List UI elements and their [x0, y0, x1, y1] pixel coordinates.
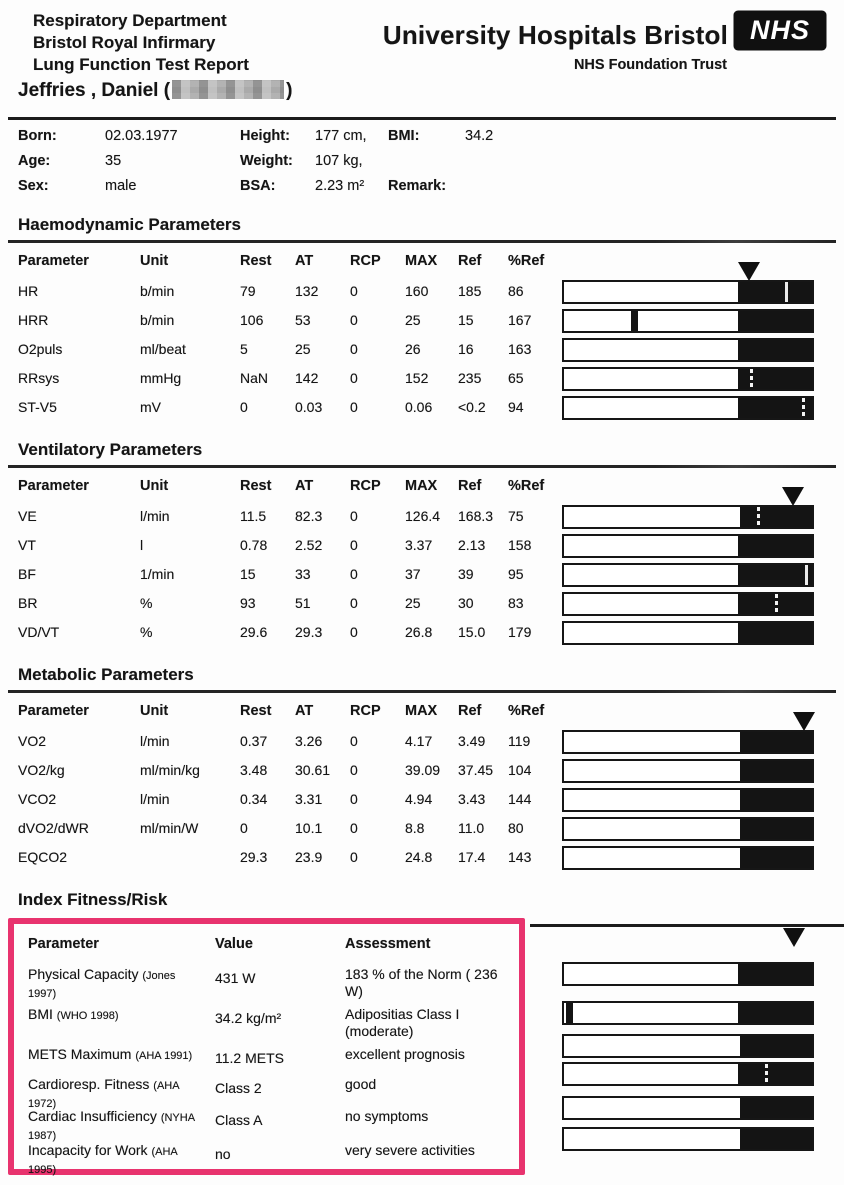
param-cell: 0 — [350, 508, 358, 524]
param-cell: 17.4 — [458, 849, 486, 865]
param-cell: 29.3 — [240, 849, 268, 865]
section-title: Index Fitness/Risk — [18, 890, 168, 909]
report-title: Lung Function Test Report — [33, 55, 249, 74]
column-header: %Ref — [508, 703, 545, 719]
index-parameter-cell — [28, 1006, 215, 1046]
bar-header-cell — [554, 693, 814, 729]
nhs-logo: NHS — [735, 12, 825, 49]
param-cell: 0 — [350, 537, 358, 553]
param-cell: 29.6 — [240, 624, 268, 640]
info-label: BSA: — [240, 178, 276, 194]
param-cell: 23.9 — [295, 849, 323, 865]
param-cell: 168.3 — [458, 508, 494, 524]
bar-fill — [740, 1129, 812, 1149]
section-title: Metabolic Parameters — [18, 665, 194, 684]
patient-info-grid — [18, 128, 665, 203]
param-cell: 0 — [350, 399, 358, 415]
range-bar — [562, 846, 814, 870]
bar-fill — [738, 282, 812, 302]
param-cell: 95 — [508, 566, 524, 582]
index-parameter-name: Incapacity for Work — [28, 1142, 152, 1158]
index-parameter-name: Cardioresp. Fitness — [28, 1076, 154, 1092]
range-bar — [562, 1062, 814, 1086]
index-value-cell: Class 2 — [215, 1080, 262, 1096]
param-cell: ST-V5 — [18, 399, 57, 415]
param-cell: l/min — [140, 508, 170, 524]
param-cell: 160 — [405, 283, 429, 299]
ref-citation: (AHA 1972) — [28, 1080, 179, 1110]
column-header: Assessment — [345, 936, 431, 952]
hospital-name-line: Bristol Royal Infirmary — [33, 33, 216, 52]
param-cell: 132 — [295, 283, 319, 299]
bar-cell — [554, 504, 814, 533]
parameter-table — [8, 468, 836, 649]
info-label: Height: — [240, 128, 290, 144]
param-cell: 25 — [405, 595, 421, 611]
ref-citation: (Jones 1997) — [28, 970, 176, 1000]
range-bar — [562, 1034, 814, 1058]
param-cell: 26 — [405, 341, 421, 357]
column-header: AT — [295, 253, 314, 269]
param-cell: VD/VT — [18, 624, 60, 640]
bar-cell — [554, 816, 814, 845]
bar-cell — [554, 845, 814, 874]
param-cell: b/min — [140, 312, 175, 328]
range-bar — [562, 788, 814, 812]
column-header: Parameter — [18, 703, 89, 719]
bar-cell — [562, 1061, 814, 1086]
index-value-cell: 431 W — [215, 970, 256, 986]
param-cell: NaN — [240, 370, 269, 386]
param-cell: 79 — [240, 283, 256, 299]
param-cell: 0 — [350, 733, 358, 749]
param-cell: 0 — [350, 595, 358, 611]
param-cell: 0 — [350, 283, 358, 299]
param-cell: 15 — [458, 312, 474, 328]
param-cell: 158 — [508, 537, 532, 553]
bar-fill — [738, 964, 812, 984]
column-header: Ref — [458, 478, 482, 494]
column-header: %Ref — [508, 478, 545, 494]
info-value: 2.23 m² — [315, 178, 365, 194]
param-cell: RRsys — [18, 370, 60, 386]
param-cell: 3.26 — [295, 733, 323, 749]
bar-fill — [740, 790, 812, 810]
column-header: %Ref — [508, 253, 545, 269]
param-cell: 3.37 — [405, 537, 433, 553]
triangle-marker-icon — [783, 928, 805, 947]
column-header: Rest — [240, 703, 272, 719]
bar-fill — [740, 1098, 812, 1118]
param-cell: l/min — [140, 791, 170, 807]
ref-citation: (AHA 1991) — [135, 1050, 193, 1062]
param-cell: 0 — [350, 849, 358, 865]
range-bar — [562, 505, 814, 529]
ref-citation: (AHA 1995) — [28, 1146, 178, 1176]
bar-fill — [740, 761, 812, 781]
param-cell — [140, 845, 240, 874]
index-parameter-name: BMI — [28, 1006, 57, 1022]
param-cell: 83 — [508, 595, 524, 611]
bar-fill — [738, 340, 812, 360]
info-label: Sex: — [18, 178, 49, 194]
param-cell: VO2/kg — [18, 762, 65, 778]
index-value-cell: Class A — [215, 1112, 263, 1128]
param-cell: 0.34 — [240, 791, 268, 807]
bar-fill — [738, 311, 812, 331]
info-label: Weight: — [240, 153, 293, 169]
param-cell: 0 — [350, 312, 358, 328]
info-label — [388, 153, 465, 178]
param-cell: 80 — [508, 820, 524, 836]
param-cell: 167 — [508, 312, 532, 328]
param-cell: b/min — [140, 283, 175, 299]
bar-cell — [554, 758, 814, 787]
column-header: Rest — [240, 253, 272, 269]
index-assessment-cell: excellent prognosis — [345, 1046, 465, 1062]
index-assessment-cell: very severe activities — [345, 1142, 475, 1158]
bar-cell — [554, 337, 814, 366]
department-title: Respiratory Department — [33, 11, 227, 30]
index-value-cell: 34.2 kg/m² — [215, 1010, 282, 1026]
department-block — [33, 10, 249, 76]
nhs-foundation-trust-label: NHS Foundation Trust — [573, 57, 727, 73]
bar-cell — [554, 308, 814, 337]
range-bar — [562, 1096, 814, 1120]
section-title: Haemodynamic Parameters — [18, 215, 242, 234]
param-cell: 0 — [350, 791, 358, 807]
column-header: Parameter — [28, 936, 99, 952]
param-cell: 2.52 — [295, 537, 323, 553]
param-cell: ml/beat — [140, 341, 186, 357]
bar-tick — [765, 1064, 768, 1084]
param-cell: 126.4 — [405, 508, 441, 524]
org-name: University Hospitals Bristol — [382, 20, 728, 50]
param-cell: % — [140, 624, 153, 640]
info-value — [465, 178, 665, 203]
info-value: 107 kg, — [315, 153, 363, 169]
info-value: 35 — [105, 153, 122, 169]
bar-tick — [775, 594, 778, 614]
param-cell: 104 — [508, 762, 532, 778]
highlight-box — [8, 918, 525, 1175]
param-cell: 11.5 — [240, 508, 267, 524]
bar-cell — [554, 787, 814, 816]
bar-cell — [554, 533, 814, 562]
info-value: 177 cm, — [315, 128, 367, 144]
bar-fill — [738, 623, 812, 643]
param-cell: 10.1 — [295, 820, 323, 836]
bar-tick — [566, 1003, 573, 1023]
patient-name-text: Jeffries , Daniel ( — [18, 80, 171, 101]
bar-cell — [562, 961, 814, 986]
column-header: Parameter — [18, 253, 89, 269]
ref-citation: (NYHA 1987) — [28, 1112, 195, 1142]
index-assessment-cell: no symptoms — [345, 1108, 429, 1124]
param-cell: 53 — [295, 312, 311, 328]
range-bar — [562, 563, 814, 587]
bar-fill — [740, 1036, 812, 1056]
column-header: Ref — [458, 703, 482, 719]
bar-fill — [738, 369, 812, 389]
bar-fill — [740, 819, 812, 839]
index-parameter-cell — [28, 1076, 215, 1108]
index-parameter-cell — [28, 966, 215, 1006]
bar-tick — [785, 282, 788, 302]
param-cell: 0 — [350, 370, 358, 386]
bar-fill — [738, 565, 812, 585]
index-parameter-name: Cardiac Insufficiency — [28, 1108, 161, 1124]
bar-tick — [805, 565, 808, 585]
param-cell: 0 — [350, 624, 358, 640]
redacted-patient-id — [172, 80, 284, 99]
column-header: MAX — [405, 478, 438, 494]
section-metabolic — [8, 655, 836, 874]
param-cell: 3.43 — [458, 791, 486, 807]
bar-fill — [738, 1064, 812, 1084]
range-bar — [562, 280, 814, 304]
parameter-table — [8, 243, 836, 424]
param-cell: 3.31 — [295, 791, 323, 807]
param-cell: 1/min — [140, 566, 175, 582]
param-cell: 0 — [240, 399, 248, 415]
param-cell: 163 — [508, 341, 532, 357]
bar-fill — [738, 1003, 812, 1023]
param-cell: 39.09 — [405, 762, 441, 778]
param-cell: 8.8 — [405, 820, 425, 836]
column-header: AT — [295, 478, 314, 494]
ref-citation: (WHO 1998) — [56, 1010, 119, 1022]
param-cell: VO2 — [18, 733, 47, 749]
param-cell: 143 — [508, 849, 532, 865]
column-header: Parameter — [18, 478, 89, 494]
param-cell: dVO2/dWR — [18, 820, 89, 836]
param-cell: 39 — [458, 566, 474, 582]
param-cell: 0.78 — [240, 537, 268, 553]
column-header: Value — [215, 936, 253, 952]
bar-cell — [562, 1000, 814, 1025]
param-cell: 24.8 — [405, 849, 433, 865]
param-cell: 30.61 — [295, 762, 331, 778]
bar-fill — [740, 732, 812, 752]
param-cell: 106 — [240, 312, 264, 328]
param-cell: BR — [18, 595, 38, 611]
param-cell: 4.17 — [405, 733, 433, 749]
range-bar — [562, 817, 814, 841]
patient-name-close: ) — [286, 80, 293, 101]
index-parameter-name: Physical Capacity — [28, 966, 143, 982]
bar-tick — [631, 311, 638, 331]
param-cell: EQCO2 — [18, 849, 68, 865]
range-bar — [562, 338, 814, 362]
bar-cell — [554, 729, 814, 758]
index-assessment-cell: good — [345, 1076, 377, 1092]
bar-tick — [802, 398, 805, 418]
index-value-cell: no — [215, 1146, 231, 1162]
param-cell: BF — [18, 566, 36, 582]
column-header: Rest — [240, 478, 272, 494]
param-cell: 142 — [295, 370, 319, 386]
param-cell: 3.48 — [240, 762, 268, 778]
section-haemodynamic — [8, 205, 836, 424]
param-cell: VCO2 — [18, 791, 57, 807]
column-header: Unit — [140, 703, 169, 719]
param-cell: 0.37 — [240, 733, 268, 749]
param-cell: 37 — [405, 566, 421, 582]
index-value-cell: 11.2 METS — [215, 1050, 284, 1066]
param-cell: O2puls — [18, 341, 63, 357]
param-cell: 82.3 — [295, 508, 323, 524]
param-cell: 0 — [350, 566, 358, 582]
column-header: RCP — [350, 478, 381, 494]
param-cell: HRR — [18, 312, 49, 328]
param-cell: 5 — [240, 341, 248, 357]
parameter-table — [8, 693, 836, 874]
param-cell: 86 — [508, 283, 524, 299]
param-cell: 25 — [295, 341, 311, 357]
index-assessment-cell: Adipositias Class I (moderate) — [345, 1006, 460, 1039]
column-header: Unit — [140, 253, 169, 269]
range-bar — [562, 534, 814, 558]
bar-cell — [554, 562, 814, 591]
column-header: RCP — [350, 253, 381, 269]
bar-cell — [554, 395, 814, 424]
param-cell: 30 — [458, 595, 474, 611]
param-cell: 16 — [458, 341, 474, 357]
param-cell: 185 — [458, 283, 482, 299]
column-header: Unit — [140, 478, 169, 494]
param-cell: 51 — [295, 595, 311, 611]
range-bar — [562, 759, 814, 783]
info-label: Age: — [18, 153, 51, 169]
column-header: Ref — [458, 253, 482, 269]
index-assessment-cell: 183 % of the Norm ( 236 W) — [345, 966, 498, 999]
param-cell: 119 — [508, 733, 531, 749]
param-cell: 93 — [240, 595, 256, 611]
index-parameter-cell — [28, 1108, 215, 1142]
section-index-fitness — [8, 888, 836, 1185]
bar-cell — [562, 1126, 814, 1151]
param-cell: 94 — [508, 399, 524, 415]
divider — [8, 117, 836, 120]
param-cell: 3.49 — [458, 733, 486, 749]
param-cell: 65 — [508, 370, 524, 386]
param-cell: 26.8 — [405, 624, 433, 640]
info-label: BMI: — [388, 128, 420, 144]
info-label: Born: — [18, 128, 57, 144]
bar-fill — [740, 848, 812, 868]
column-header: RCP — [350, 703, 381, 719]
range-bar — [562, 396, 814, 420]
param-cell: 144 — [508, 791, 532, 807]
param-cell: 25 — [405, 312, 421, 328]
info-value: 34.2 — [465, 128, 494, 144]
info-label: Remark: — [388, 178, 447, 194]
param-cell: ml/min/W — [140, 820, 199, 836]
param-cell: 33 — [295, 566, 311, 582]
column-header: AT — [295, 703, 314, 719]
info-value — [465, 153, 665, 178]
index-parameter-cell — [28, 1142, 215, 1178]
index-parameter-cell — [28, 1046, 215, 1076]
range-bar — [562, 367, 814, 391]
param-cell: 75 — [508, 508, 524, 524]
param-cell: 2.13 — [458, 537, 486, 553]
range-bar — [562, 1127, 814, 1151]
param-cell: 11.0 — [458, 820, 485, 836]
index-table — [14, 924, 519, 1178]
param-cell: mmHg — [140, 370, 182, 386]
bar-cell — [554, 366, 814, 395]
divider — [530, 924, 844, 927]
param-cell: l — [140, 537, 144, 553]
range-bar — [562, 309, 814, 333]
range-bar — [562, 621, 814, 645]
bar-header-cell — [554, 468, 814, 504]
param-cell: VE — [18, 508, 37, 524]
param-cell: 0 — [350, 820, 358, 836]
param-cell: mV — [140, 399, 161, 415]
param-cell: 0 — [240, 820, 248, 836]
column-header: MAX — [405, 253, 438, 269]
param-cell: 15 — [240, 566, 256, 582]
param-cell: <0.2 — [458, 399, 486, 415]
param-cell: l/min — [140, 733, 170, 749]
bar-header-cell — [554, 243, 814, 279]
range-bar — [562, 592, 814, 616]
param-cell: 152 — [405, 370, 429, 386]
bar-cell — [562, 1033, 814, 1058]
param-cell: % — [140, 595, 153, 611]
param-cell: 0.03 — [295, 399, 323, 415]
param-cell: VT — [18, 537, 36, 553]
bar-tick — [750, 369, 753, 389]
bar-fill — [738, 398, 812, 418]
bar-cell — [562, 1095, 814, 1120]
range-bar — [562, 962, 814, 986]
section-ventilatory — [8, 430, 836, 649]
param-cell: 0 — [350, 762, 358, 778]
bar-fill — [740, 507, 812, 527]
param-cell: 15.0 — [458, 624, 486, 640]
bar-tick — [757, 507, 760, 527]
bar-cell — [554, 279, 814, 308]
param-cell: 179 — [508, 624, 532, 640]
bar-cell — [554, 591, 814, 620]
param-cell: 29.3 — [295, 624, 323, 640]
param-cell: HR — [18, 283, 39, 299]
param-cell: ml/min/kg — [140, 762, 200, 778]
range-bar — [562, 730, 814, 754]
column-header: MAX — [405, 703, 438, 719]
param-cell: 235 — [458, 370, 482, 386]
patient-name — [18, 80, 292, 102]
param-cell: 37.45 — [458, 762, 494, 778]
param-cell: 0.06 — [405, 399, 433, 415]
bar-cell — [554, 620, 814, 649]
param-cell: 0 — [350, 341, 358, 357]
index-parameter-name: METS Maximum — [28, 1046, 136, 1062]
section-title: Ventilatory Parameters — [18, 440, 203, 459]
param-cell: 4.94 — [405, 791, 433, 807]
info-value: male — [105, 178, 137, 194]
bar-fill — [738, 536, 812, 556]
range-bar — [562, 1001, 814, 1025]
info-value: 02.03.1977 — [105, 128, 178, 144]
